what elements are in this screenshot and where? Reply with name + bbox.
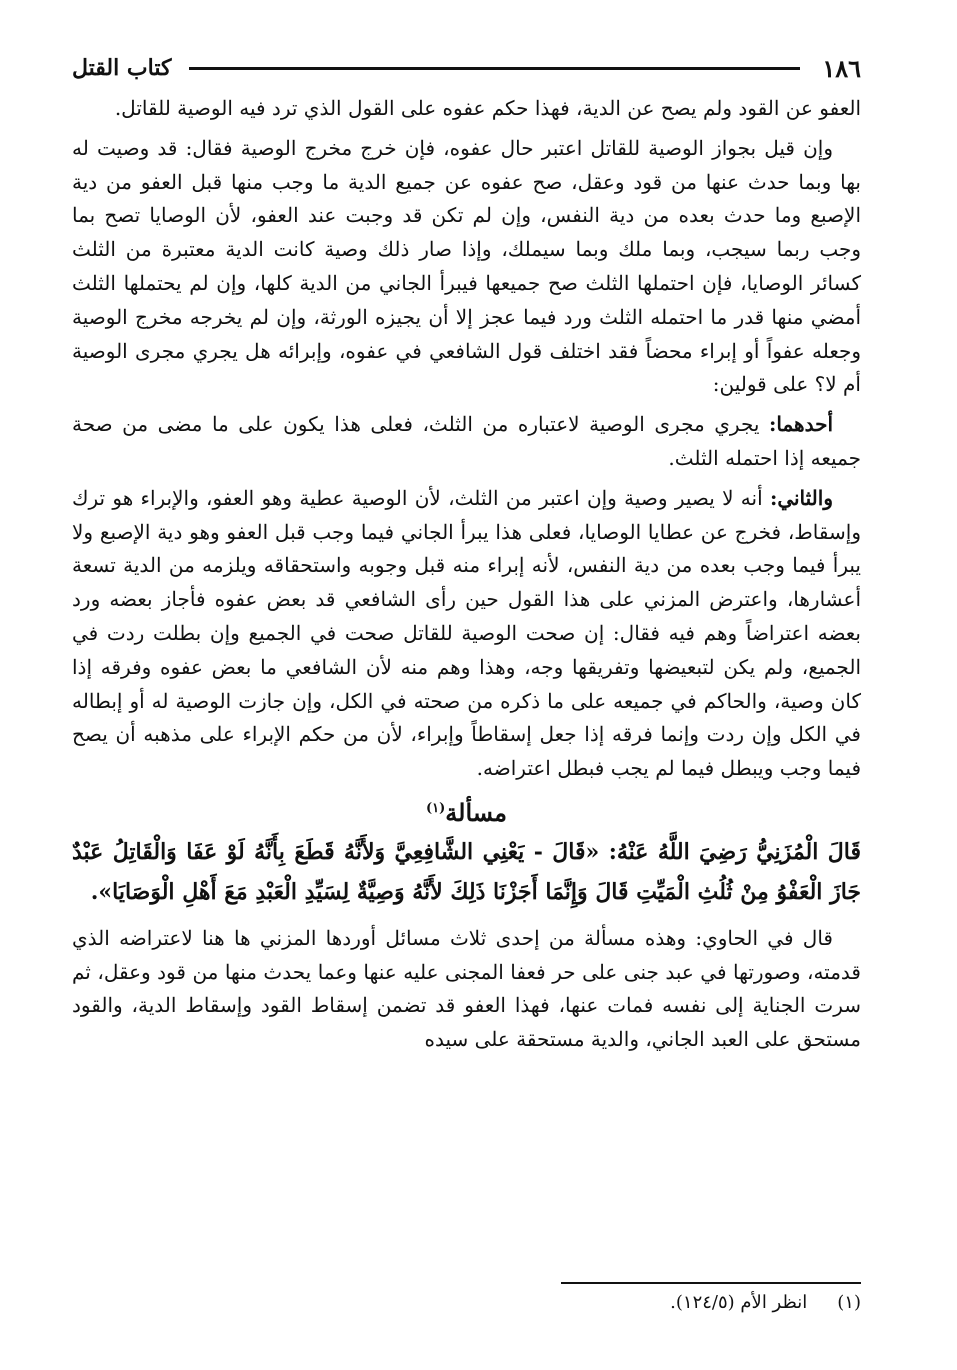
paragraph-4 [72,482,861,786]
paragraph-3 [72,408,861,476]
masala-quote: قَالَ الْمُزَنِيُّ رَضِيَ اللَّهُ عَنْهُ: «قَالَ - يَعْنِي الشَّافِعِيَّ وَلأَنَّهُ قَطَعَ بِأَنَّهُ لَوْ عَفَا وَالْقَاتِلُ عَبْدٌ جَازَ الْعَفْوُ مِنْ ثُلُثِ الْمَيِّتِ قَالَ وَإِنَّمَا أَجَزْنَا ذَلِكَ لأَنَّهُ وَصِيَّةٌ لِسَيِّدِ الْعَبْدِ مَعَ أَهْلِ الْوَصَايَا». [72,838,861,905]
paragraph-4-lead: والثاني: [769,485,833,510]
header-rule [189,67,800,70]
masala-heading [72,792,861,830]
page-header [72,48,861,88]
book-title: كتاب القتل [72,55,172,81]
paragraph-3-lead: أحدهما: [769,412,834,437]
paragraph-2: وإن قيل بجواز الوصية للقاتل اعتبر حال عفوه، فإن خرج مخرج الوصية فقال: قد وصيت له بها وبما حدث عنها من قود وعقل، صح عفوه عن جميع الدية ما وجب منها قبل العفو من دية الإصبع وما حدث بعده من دية النفس، وإن لم تكن قد وجبت عند العفو، لأن الوصايا تصح بما وجب ربما سيجب، وبما ملك وبما سيملك، وإذا صار ذلك وصية كانت الدية معتبرة من الثلث كسائر الوصايا، فإن احتملها الثلث صح جميعها فيبرأ الجاني من الدية كلها، وإن لم يحتملها الثلث أمضي منها قدر ما احتمله الثلث ورد فيما عجز إلا أن يجيزه الورثة، وإن لم يخرجه مخرج الوصية وجعله عفواً أو إبراء محضاً فقد اختلف قول الشافعي في عفوه، وإبرائه هل يجري مجرى الوصية أم لا؟ على قولين: [72,135,861,397]
page-number: ١٨٦ [822,53,861,83]
masala-commentary: قال في الحاوي: وهذه مسألة من إحدى ثلاث مسائل أوردها المزني ها هنا لاعتراضه الذي قدمته، وصورتها في عبد جنى على حر فعفا المجنى عليه عنها وعما يحدث منها من قود وعقل، ثم سرت الجناية إلى نفسه فمات عنها، فهذا العفو قد تضمن إسقاط القود وإسقاط الدية، والقود مستحق على العبد الجاني، والدية مستحقة على سيده [72,925,861,1052]
masala-title: مسألة [445,797,508,827]
paragraph-4-text: أنه لا يصير وصية وإن اعتبر من الثلث، لأن الوصية عطية وهو العفو، والإبراء هو ترك وإسقاط، فخرج عن عطايا الوصايا، فعلى هذا يبرأ الجاني فيما وجب قبل العفو وهو دية الإصبع ولا يبرأ فيما وجب بعده من دية النفس، لأنه إبراء منه قبل وجوبه واستحقاقه ويلزمه من الدية تسعة أعشارها، واعترض المزني على هذا القول حين رأى الشافعي قد بعض عفوه فأجاز بعضه ورد بعضه اعتراضاً وهم فيه فقال: إن صحت الوصية للقاتل صحت في الجميع وإن بطلت ردت في الجميع، ولم يكن لتبعيضها وتفريقها وجه، وهذا وهم منه لأن الشافعي ما بعض عفوه وفرقه إذا كان وصية، والحاكم في جميعه على ما ذكره من صحته في الكل، وإن جازت الوصية له أو إبطاله في الكل وإن ردت وإنما فرقه إذا جعل إسقاطاً وإبراء، لأن من حكم الإبراء على مذهبه أن يصح فيما وجب ويبطل فيما لم يجب فبطل اعتراضه. [72,485,861,781]
paragraph-1: العفو عن القود ولم يصح عن الدية، فهذا حكم عفوه على القول الذي ترد فيه الوصية للقاتل. [114,96,861,120]
footnote-rule [561,1282,861,1284]
footnote-number: (١) [837,1292,861,1313]
footnote-ref: (١) [425,800,446,816]
paragraph-3-text: يجري مجرى الوصية لاعتباره من الثلث، فعلى هذا يكون على ما مضى من صحة جميعه إذا احتمله الثلث. [72,412,861,470]
footnote-text: انظر الأم (١٢٤/٥). [670,1292,808,1313]
footnote [72,1292,861,1313]
page-body [72,92,861,1063]
